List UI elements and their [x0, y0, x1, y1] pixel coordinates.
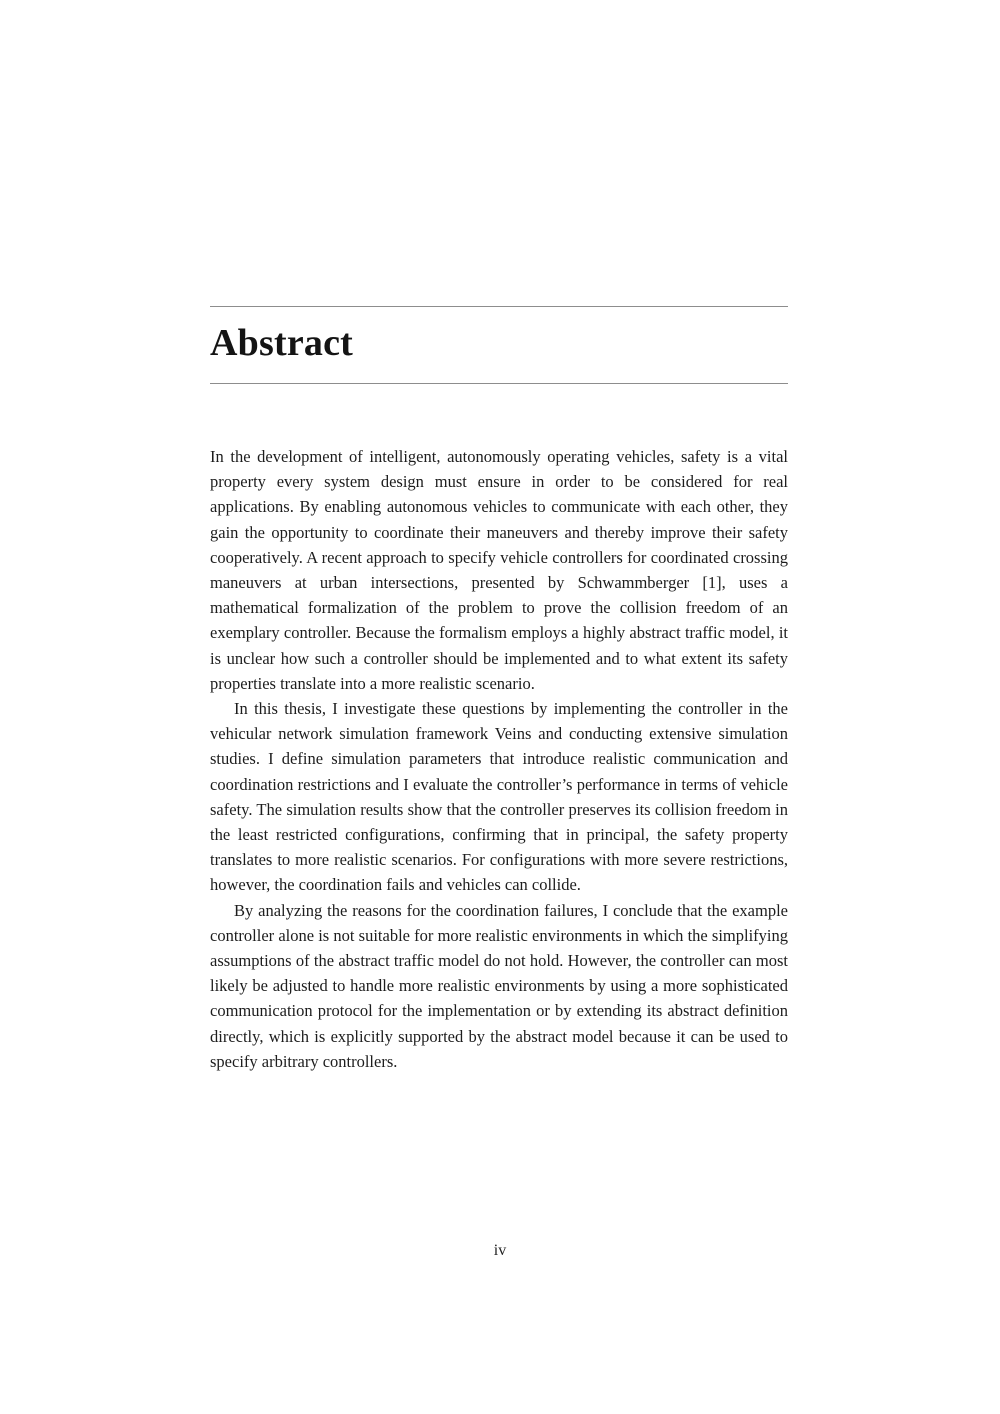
page-number: iv — [493, 1242, 507, 1259]
page-title: Abstract — [210, 322, 354, 364]
paragraph: In the development of intelligent, autonomously operating vehicles, safety is a vital property every system design must ensure in order to be considered for real applications. By enabling autonomous vehicles to communicate with each other, they gain the opportunity to coordinate their maneuvers and thereby improve their safety cooperatively. A recent approach to specify vehicle controllers for coordinated crossing maneuvers at urban intersections, presented by Schwammberger [1], uses a mathematical formalization of the problem to prove the collision freedom of an exemplary controller. Because the formalism employs a highly abstract traffic model, it is unclear how such a controller should be implemented and to what extent its safety properties translate into a more realistic scenario. — [210, 447, 788, 693]
abstract-body — [210, 444, 788, 1074]
paragraph: In this thesis, I investigate these questions by implementing the controller in the vehicular network simulation framework Veins and conducting extensive simulation studies. I define simulation parameters that introduce realistic communication and coordination restrictions and I evaluate the controller’s performance in terms of vehicle safety. The simulation results show that the controller preserves its collision freedom in the least restricted configurations, confirming that in principal, the safety property translates to more realistic scenarios. For configurations with more severe restrictions, however, the coordination fails and vehicles can collide. — [210, 699, 788, 895]
heading-rule-top — [210, 306, 788, 307]
heading-rule-bottom — [210, 383, 788, 384]
text-block — [210, 306, 788, 1074]
chapter-heading-block — [210, 306, 788, 384]
paragraph: By analyzing the reasons for the coordination failures, I conclude that the example controller alone is not suitable for more realistic environments in which the simplifying assumptions of the abstract traffic model do not hold. However, the controller can most likely be adjusted to handle more realistic environments by using a more sophisticated communication protocol for the implementation or by extending its abstract definition directly, which is explicitly supported by the abstract model because it can be used to specify arbitrary controllers. — [210, 900, 788, 1071]
